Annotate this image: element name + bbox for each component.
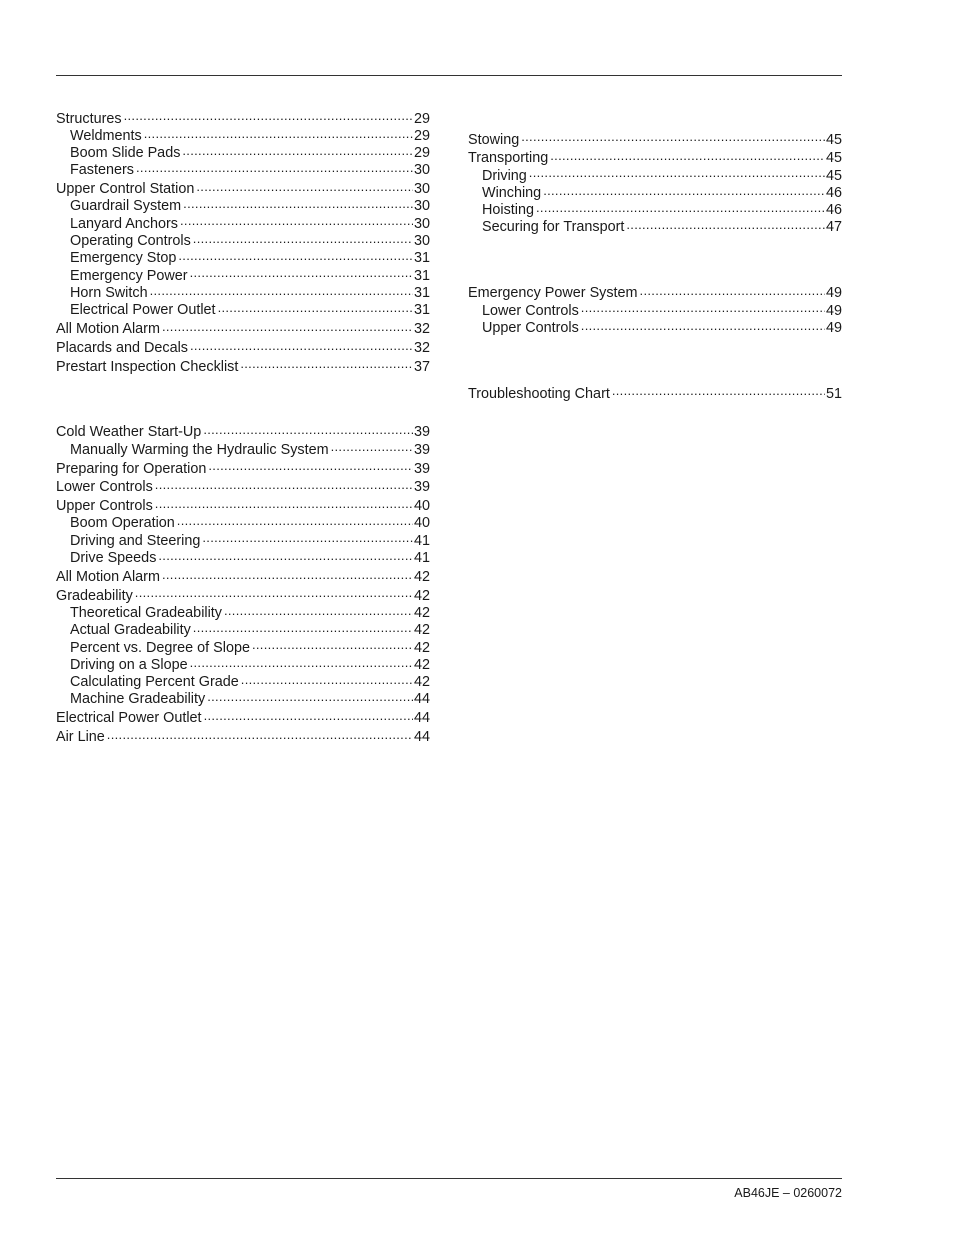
- toc-entry-page: 39: [413, 441, 430, 458]
- dot-leader: [190, 268, 413, 280]
- toc-entry[interactable]: [56, 729, 430, 746]
- toc-entry[interactable]: [468, 132, 842, 149]
- toc-entry-label: Prestart Inspection Checklist: [56, 358, 239, 375]
- toc-entry[interactable]: [56, 233, 430, 250]
- toc-entry-page: 47: [825, 219, 842, 236]
- header-rule: [56, 75, 842, 76]
- dot-leader: [581, 303, 825, 315]
- toc-entry[interactable]: [56, 569, 430, 586]
- toc-entry-page: 31: [413, 284, 430, 301]
- toc-entry[interactable]: [56, 424, 430, 441]
- toc-entry-label: Hoisting: [482, 202, 534, 219]
- document-code: AB46JE – 0260072: [734, 1186, 842, 1200]
- dot-leader: [162, 569, 413, 581]
- dot-leader: [190, 657, 413, 669]
- dot-leader: [550, 150, 825, 162]
- toc-entry[interactable]: [468, 285, 842, 302]
- toc-entry-label: Actual Gradeability: [70, 622, 191, 639]
- toc-entry-page: 30: [413, 181, 430, 198]
- toc-column-left: [56, 109, 430, 746]
- dot-leader: [162, 321, 413, 333]
- toc-entry-label: Fasteners: [70, 162, 134, 179]
- toc-entry[interactable]: [468, 320, 842, 337]
- toc-entry[interactable]: [56, 250, 430, 267]
- toc-entry-label: Lower Controls: [56, 479, 153, 496]
- toc-entry-page: 30: [413, 233, 430, 250]
- dot-leader: [158, 550, 413, 562]
- toc-entry[interactable]: [56, 321, 430, 338]
- toc-entry-label: Transporting: [468, 150, 549, 167]
- toc-entry-label: Guardrail System: [70, 198, 182, 215]
- toc-group-left-1: [56, 111, 430, 376]
- toc-entry[interactable]: [56, 359, 430, 376]
- toc-entry[interactable]: [56, 515, 430, 532]
- dot-leader: [224, 605, 413, 617]
- toc-entry-label: Boom Operation: [70, 515, 175, 532]
- toc-entry[interactable]: [56, 340, 430, 357]
- toc-entry[interactable]: [56, 498, 430, 515]
- dot-leader: [208, 461, 413, 473]
- toc-entry-label: Boom Slide Pads: [70, 145, 181, 162]
- toc-entry[interactable]: [56, 162, 430, 179]
- dot-leader: [155, 498, 413, 510]
- dot-leader: [543, 185, 825, 197]
- dot-leader: [536, 202, 825, 214]
- toc-entry-page: 32: [413, 321, 430, 338]
- toc-entry-page: 42: [413, 604, 430, 621]
- toc-entry-label: Theoretical Gradeability: [70, 604, 222, 621]
- toc-entry-page: 49: [825, 319, 842, 336]
- toc-entry-page: 40: [413, 498, 430, 515]
- dot-leader: [135, 588, 413, 600]
- toc-entry-page: 31: [413, 302, 430, 319]
- dot-leader: [193, 622, 413, 634]
- toc-entry[interactable]: [56, 605, 430, 622]
- dot-leader: [136, 162, 413, 174]
- dot-leader: [529, 168, 825, 180]
- dot-leader: [196, 181, 413, 193]
- toc-entry-label: Winching: [482, 184, 542, 201]
- toc-entry-label: Operating Controls: [70, 233, 191, 250]
- toc-group-right-2: [468, 285, 842, 337]
- toc-entry[interactable]: [56, 691, 430, 708]
- toc-entry[interactable]: [468, 219, 842, 236]
- toc-entry[interactable]: [56, 181, 430, 198]
- toc-entry-label: Emergency Stop: [70, 250, 177, 267]
- toc-entry[interactable]: [56, 461, 430, 478]
- group-spacer: [56, 376, 430, 423]
- toc-entry[interactable]: [468, 386, 842, 403]
- toc-entry[interactable]: [56, 550, 430, 567]
- toc-entry-page: 29: [413, 145, 430, 162]
- dot-leader: [150, 285, 413, 297]
- toc-entry-label: Placards and Decals: [56, 339, 188, 356]
- toc-entry-label: Upper Control Station: [56, 181, 195, 198]
- toc-entry-page: 32: [413, 339, 430, 356]
- toc-entry[interactable]: [56, 216, 430, 233]
- toc-entry[interactable]: [56, 588, 430, 605]
- toc-entry-label: Troubleshooting Chart: [468, 385, 610, 402]
- toc-entry-page: 44: [413, 729, 430, 745]
- toc-entry-page: 44: [413, 710, 430, 727]
- dot-leader: [640, 285, 825, 297]
- toc-entry-page: 39: [413, 479, 430, 496]
- toc-entry-page: 49: [825, 302, 842, 319]
- toc-entry-page: 42: [413, 587, 430, 604]
- toc-entry[interactable]: [56, 640, 430, 657]
- toc-entry-label: Manually Warming the Hydraulic System: [70, 441, 329, 458]
- toc-entry[interactable]: [468, 202, 842, 219]
- dot-leader: [178, 250, 413, 262]
- toc-entry[interactable]: [56, 622, 430, 639]
- toc-entry-label: Electrical Power Outlet: [70, 302, 216, 319]
- toc-entry-label: Air Line: [56, 729, 105, 745]
- toc-entry-page: 31: [413, 250, 430, 267]
- toc-entry-label: Percent vs. Degree of Slope: [70, 639, 250, 656]
- toc-column-right: [468, 130, 842, 403]
- toc-entry-page: 39: [413, 460, 430, 477]
- toc-entry-label: Weldments: [70, 127, 142, 144]
- toc-entry[interactable]: [468, 150, 842, 167]
- toc-entry-label: Lanyard Anchors: [70, 215, 178, 232]
- toc-entry-page: 42: [413, 622, 430, 639]
- toc-entry-label: Calculating Percent Grade: [70, 674, 239, 691]
- dot-leader: [218, 302, 413, 314]
- toc-entry[interactable]: [56, 533, 430, 550]
- toc-group-left-2: [56, 424, 430, 746]
- toc-entry-page: 37: [413, 358, 430, 375]
- toc-entry[interactable]: [56, 285, 430, 302]
- toc-entry-label: Upper Controls: [56, 498, 153, 515]
- toc-entry-label: Emergency Power System: [468, 285, 638, 302]
- toc-entry-label: Driving: [482, 167, 527, 184]
- toc-entry-label: Drive Speeds: [70, 550, 157, 567]
- toc-entry[interactable]: [56, 657, 430, 674]
- toc-entry[interactable]: [56, 268, 430, 285]
- toc-entry-label: All Motion Alarm: [56, 568, 160, 585]
- footer-rule: [56, 1178, 842, 1179]
- dot-leader: [190, 340, 413, 352]
- dot-leader: [182, 145, 413, 157]
- dot-leader: [155, 479, 413, 491]
- toc-entry-label: All Motion Alarm: [56, 321, 160, 338]
- dot-leader: [581, 320, 825, 332]
- toc-entry-label: Gradeability: [56, 587, 133, 604]
- dot-leader: [331, 442, 413, 454]
- toc-entry[interactable]: [56, 710, 430, 727]
- toc-entry-page: 30: [413, 198, 430, 215]
- toc-entry-label: Cold Weather Start-Up: [56, 424, 202, 441]
- toc-entry[interactable]: [56, 111, 430, 128]
- toc-entry[interactable]: [468, 303, 842, 320]
- dot-leader: [252, 640, 413, 652]
- toc-entry-label: Lower Controls: [482, 302, 579, 319]
- dot-leader: [626, 219, 825, 231]
- toc-entry-label: Upper Controls: [482, 319, 579, 336]
- toc-entry-page: 29: [413, 127, 430, 144]
- toc-entry-page: 42: [413, 639, 430, 656]
- group-spacer: [468, 337, 842, 384]
- toc-entry-page: 45: [825, 131, 842, 148]
- dot-leader: [177, 515, 413, 527]
- toc-entry-label: Horn Switch: [70, 284, 148, 301]
- dot-leader: [241, 674, 413, 686]
- toc-entry[interactable]: [56, 145, 430, 162]
- toc-entry-page: 44: [413, 691, 430, 708]
- dot-leader: [202, 533, 413, 545]
- toc-entry[interactable]: [56, 128, 430, 145]
- toc-entry-page: 46: [825, 202, 842, 219]
- toc-entry-page: 29: [413, 110, 430, 127]
- group-spacer: [468, 237, 842, 284]
- toc-entry-page: 51: [825, 385, 842, 402]
- toc-entry[interactable]: [468, 185, 842, 202]
- toc-entry-page: 49: [825, 285, 842, 302]
- dot-leader: [612, 386, 825, 398]
- toc-entry-label: Securing for Transport: [482, 219, 625, 236]
- toc-entry-page: 42: [413, 568, 430, 585]
- toc-entry-page: 31: [413, 267, 430, 284]
- toc-entry-page: 41: [413, 550, 430, 567]
- dot-leader: [124, 111, 413, 123]
- toc-entry-label: Electrical Power Outlet: [56, 710, 202, 727]
- toc-entry-label: Driving on a Slope: [70, 656, 188, 673]
- toc-group-right-1: [468, 132, 842, 237]
- toc-entry-page: 42: [413, 674, 430, 691]
- toc-entry-page: 30: [413, 162, 430, 179]
- toc-entry-page: 42: [413, 656, 430, 673]
- toc-entry-label: Driving and Steering: [70, 532, 201, 549]
- toc-entry-page: 45: [825, 167, 842, 184]
- dot-leader: [207, 691, 413, 703]
- dot-leader: [521, 132, 825, 144]
- toc-entry-label: Emergency Power: [70, 267, 188, 284]
- dot-leader: [203, 424, 413, 436]
- toc-entry[interactable]: [56, 479, 430, 496]
- dot-leader: [193, 233, 413, 245]
- toc-entry-label: Preparing for Operation: [56, 460, 207, 477]
- toc-entry-page: 40: [413, 515, 430, 532]
- toc-entry-page: 41: [413, 532, 430, 549]
- toc-entry-page: 45: [825, 150, 842, 167]
- toc-entry-label: Structures: [56, 110, 122, 127]
- toc-entry-page: 30: [413, 215, 430, 232]
- toc-entry-label: Stowing: [468, 131, 520, 148]
- dot-leader: [180, 216, 413, 228]
- toc-entry[interactable]: [56, 198, 430, 215]
- dot-leader: [183, 198, 413, 210]
- dot-leader: [107, 729, 413, 741]
- toc-entry-label: Machine Gradeability: [70, 691, 206, 708]
- dot-leader: [144, 128, 413, 140]
- dot-leader: [204, 710, 413, 722]
- dot-leader: [240, 359, 413, 371]
- toc-entry[interactable]: [56, 442, 430, 459]
- toc-entry[interactable]: [56, 674, 430, 691]
- toc-entry[interactable]: [468, 168, 842, 185]
- toc-entry[interactable]: [56, 302, 430, 319]
- toc-entry-page: 46: [825, 184, 842, 201]
- toc-entry-page: 39: [413, 424, 430, 441]
- toc-group-right-3: [468, 386, 842, 403]
